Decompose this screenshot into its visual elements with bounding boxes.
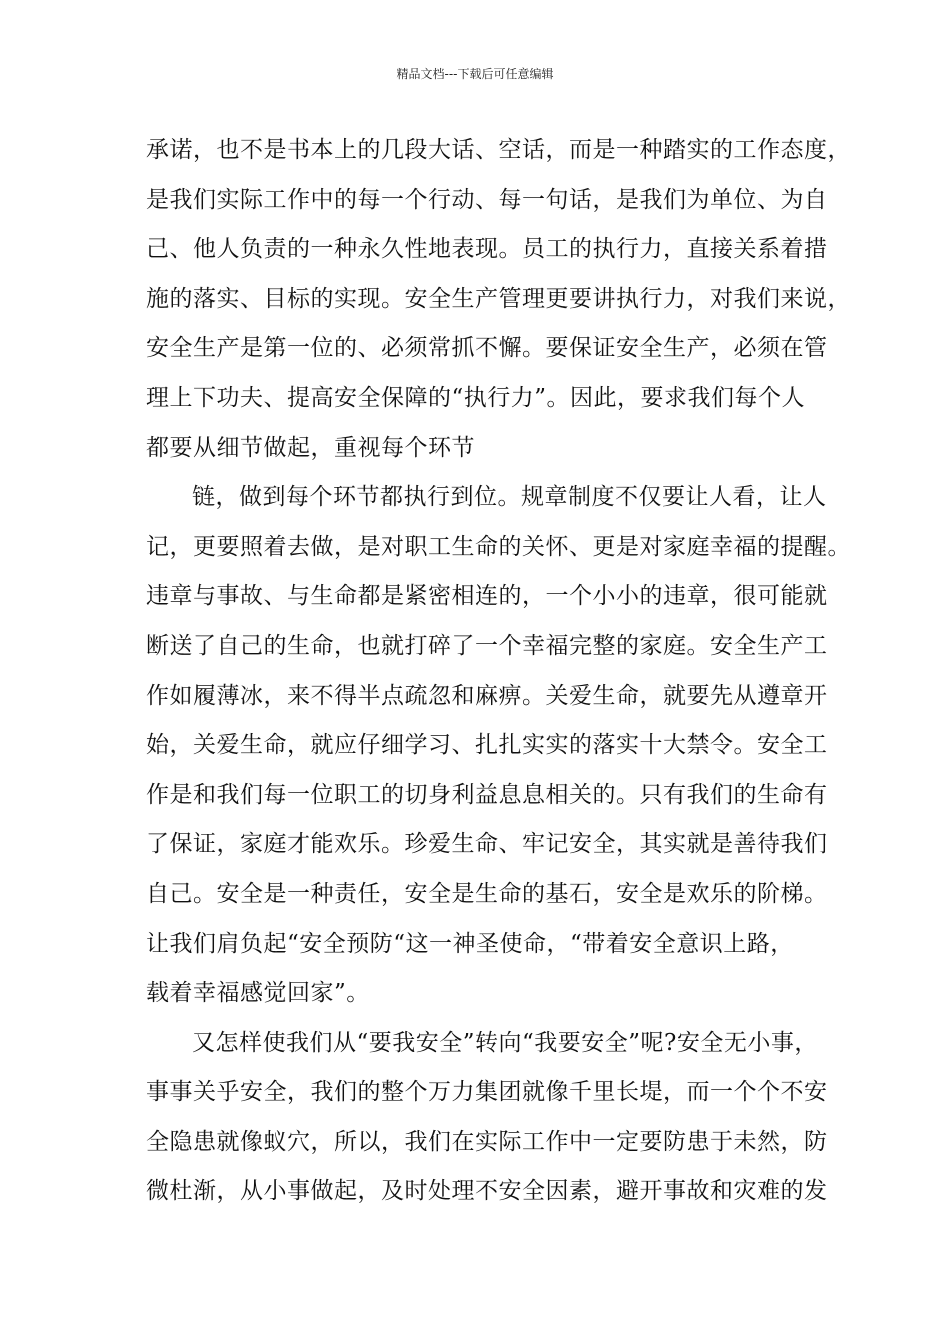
text-line: 始，关爱生命，就应仔细学习、扎扎实实的落实十大禁令。安全工 [146, 732, 828, 759]
text-line: 链，做到每个环节都执行到位。规章制度不仅要让人看，让人 [192, 484, 827, 511]
text-line: 全隐患就像蚁穴，所以，我们在实际工作中一定要防患于未然，防 [146, 1128, 828, 1155]
text-line: 都要从细节做起，重视每个环节 [146, 434, 475, 461]
text-line: 己、他人负责的一种永久性地表现。员工的执行力，直接关系着措 [146, 236, 828, 263]
text-line: 又怎样使我们从“要我安全”转向“我要安全”呢?安全无小事， [192, 1029, 818, 1056]
text-line: 理上下功夫、提高安全保障的“执行力”。因此，要求我们每个人 [146, 384, 806, 411]
paragraph-3 [146, 1019, 836, 1217]
paragraph-2 [146, 473, 851, 1019]
text-line: 了保证，家庭才能欢乐。珍爱生命、牢记安全，其实就是善待我们 [146, 831, 828, 858]
text-line: 断送了自己的生命，也就打碎了一个幸福完整的家庭。安全生产工 [146, 632, 828, 659]
text-line: 记，更要照着去做，是对职工生命的关怀、更是对家庭幸福的提醒。 [146, 533, 851, 560]
text-line: 作是和我们每一位职工的切身利益息息相关的。只有我们的生命有 [146, 781, 828, 808]
text-line: 承诺，也不是书本上的几段大话、空话，而是一种踏实的工作态度， [146, 137, 851, 163]
paragraph-1 [146, 126, 851, 473]
text-line: 安全生产是第一位的、必须常抓不懈。要保证安全生产，必须在管 [146, 335, 828, 362]
document-body [146, 126, 851, 1217]
text-line: 违章与事故、与生命都是紧密相连的，一个小小的违章，很可能就 [146, 583, 828, 610]
text-line: 微杜渐，从小事做起，及时处理不安全因素，避开事故和灾难的发 [146, 1178, 828, 1205]
text-line: 作如履薄冰，来不得半点疏忽和麻痹。关爱生命，就要先从遵章开 [146, 682, 828, 709]
text-line: 自己。安全是一种责任，安全是生命的基石，安全是欢乐的阶梯。 [146, 880, 828, 907]
text-line: 事事关乎安全，我们的整个万力集团就像千里长堤，而一个个不安 [146, 1079, 828, 1106]
text-line: 是我们实际工作中的每一个行动、每一句话，是我们为单位、为自 [146, 186, 828, 213]
text-line: 载着幸福感觉回家”。 [146, 980, 370, 1007]
text-line: 让我们肩负起“安全预防“这一神圣使命，“带着安全意识上路， [146, 930, 794, 957]
text-line: 施的落实、目标的实现。安全生产管理更要讲执行力，对我们来说， [146, 285, 851, 312]
page-header: 精品文档---下载后可任意编辑 [396, 67, 554, 81]
